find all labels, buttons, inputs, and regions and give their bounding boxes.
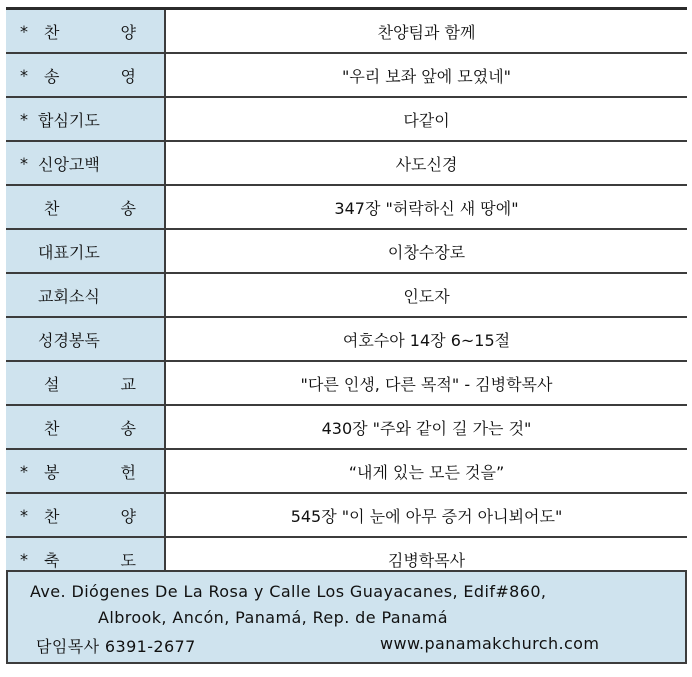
order-row xyxy=(6,229,687,273)
order-label-cell xyxy=(6,141,165,185)
order-label: 찬 송 xyxy=(44,198,136,218)
worship-order-table xyxy=(6,7,687,583)
order-content: 430장 "주와 같이 길 가는 것" xyxy=(165,405,687,449)
standing-marker: * xyxy=(20,153,28,173)
order-label: 성경봉독 xyxy=(38,330,100,350)
order-row xyxy=(6,9,687,54)
pastor-phone: 담임목사 6391-2677 xyxy=(36,637,196,656)
order-content: 김병학목사 xyxy=(165,537,687,582)
order-row xyxy=(6,449,687,493)
order-row xyxy=(6,185,687,229)
order-row xyxy=(6,317,687,361)
order-content: 이창수장로 xyxy=(165,229,687,273)
order-row xyxy=(6,405,687,449)
order-content: 인도자 xyxy=(165,273,687,317)
order-label: 합심기도 xyxy=(38,110,100,130)
order-label-cell xyxy=(6,53,165,97)
order-label-cell xyxy=(6,405,165,449)
order-label-cell xyxy=(6,317,165,361)
order-label: 찬 양 xyxy=(44,506,136,526)
order-label-cell xyxy=(6,97,165,141)
order-content: 여호수아 14장 6~15절 xyxy=(165,317,687,361)
church-website[interactable]: www.panamakchurch.com xyxy=(380,634,600,653)
standing-marker: * xyxy=(20,505,28,525)
order-content: "다른 인생, 다른 목적" - 김병학목사 xyxy=(165,361,687,405)
order-content: 사도신경 xyxy=(165,141,687,185)
standing-marker: * xyxy=(20,65,28,85)
standing-marker: * xyxy=(20,461,28,481)
order-label: 신앙고백 xyxy=(38,154,100,174)
order-label: 교회소식 xyxy=(38,286,100,306)
standing-marker: * xyxy=(20,109,28,129)
order-row xyxy=(6,141,687,185)
order-row xyxy=(6,97,687,141)
order-label-cell xyxy=(6,229,165,273)
address-line-1: Ave. Diógenes De La Rosa y Calle Los Guayacanes, Edif#860, xyxy=(30,582,547,601)
order-label: 봉 헌 xyxy=(44,462,136,482)
order-label: 찬 양 xyxy=(44,22,136,42)
order-label: 송 영 xyxy=(44,66,136,86)
church-info-footer xyxy=(6,570,687,664)
order-content: 545장 "이 눈에 아무 증거 아니뵈어도" xyxy=(165,493,687,537)
order-row xyxy=(6,273,687,317)
order-label-cell xyxy=(6,185,165,229)
order-row xyxy=(6,361,687,405)
order-label-cell xyxy=(6,449,165,493)
standing-marker: * xyxy=(20,549,28,569)
order-label: 축 도 xyxy=(44,550,136,570)
order-label-cell xyxy=(6,361,165,405)
order-content: 찬양팀과 함께 xyxy=(165,9,687,54)
order-label-cell xyxy=(6,493,165,537)
order-content: "우리 보좌 앞에 모였네" xyxy=(165,53,687,97)
order-content: 다같이 xyxy=(165,97,687,141)
order-content: 347장 "허락하신 새 땅에" xyxy=(165,185,687,229)
address-line-2: Albrook, Ancón, Panamá, Rep. de Panamá xyxy=(98,608,448,627)
order-label-cell xyxy=(6,273,165,317)
order-label: 찬 송 xyxy=(44,418,136,438)
order-row xyxy=(6,53,687,97)
order-content: “내게 있는 모든 것을” xyxy=(165,449,687,493)
standing-marker: * xyxy=(20,21,28,41)
order-label: 대표기도 xyxy=(38,242,100,262)
order-label-cell xyxy=(6,9,165,54)
order-label: 설 교 xyxy=(44,374,136,394)
order-row xyxy=(6,493,687,537)
